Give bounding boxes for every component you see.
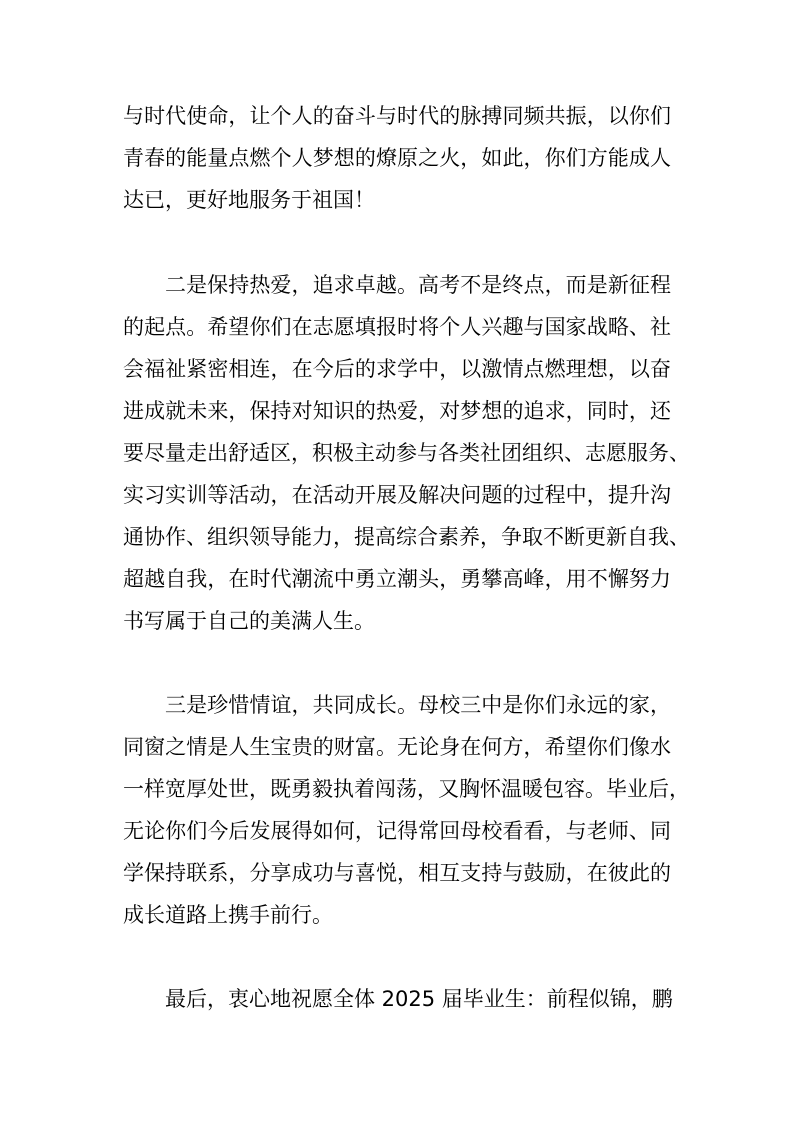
paragraph-3-line-5: 学保持联系，分享成功与喜悦，相互支持与鼓励，在彼此的 — [123, 861, 671, 885]
paragraph-2-line-2: 的起点。希望你们在志愿填报时将个人兴趣与国家战略、社 — [123, 315, 671, 339]
paragraph-3-line-6: 成长道路上携手前行。 — [123, 903, 333, 927]
paragraph-3-line-1: 三是珍惜情谊，共同成长。母校三中是你们永远的家， — [165, 693, 671, 717]
paragraph-1-line-2: 青春的能量点燃个人梦想的燎原之火，如此，你们方能成人 — [123, 146, 671, 170]
paragraph-2-line-7: 通协作、组织领导能力，提高综合素养，争取不断更新自我、 — [123, 525, 690, 549]
paragraph-3-line-4: 无论你们今后发展得如何，记得常回母校看看，与老师、同 — [123, 819, 671, 843]
paragraph-3-line-2: 同窗之情是人生宝贵的财富。无论身在何方，希望你们像水 — [123, 735, 671, 759]
paragraph-2-line-8: 超越自我，在时代潮流中勇立潮头，勇攀高峰，用不懈努力 — [123, 567, 671, 591]
paragraph-1-line-3: 达已，更好地服务于祖国！ — [123, 188, 375, 212]
paragraph-2-line-6: 实习实训等活动，在活动开展及解决问题的过程中，提升沟 — [123, 483, 671, 507]
paragraph-1-line-1: 与时代使命，让个人的奋斗与时代的脉搏同频共振，以你们 — [123, 104, 671, 128]
paragraph-2-line-3: 会福祉紧密相连，在今后的求学中，以激情点燃理想，以奋 — [123, 357, 671, 381]
paragraph-2-line-9: 书写属于自己的美满人生。 — [123, 609, 375, 633]
paragraph-2-line-1: 二是保持热爱，追求卓越。高考不是终点，而是新征程 — [165, 273, 671, 297]
paragraph-4-line-1: 最后，衷心地祝愿全体 2025 届毕业生：前程似锦，鹏 — [165, 987, 673, 1011]
paragraph-3-line-3: 一样宽厚处世，既勇毅执着闯荡，又胸怀温暖包容。毕业后， — [123, 777, 690, 801]
paragraph-2-line-5: 要尽量走出舒适区，积极主动参与各类社团组织、志愿服务、 — [123, 441, 690, 465]
paragraph-2-line-4: 进成就未来，保持对知识的热爱，对梦想的追求，同时，还 — [123, 399, 671, 423]
